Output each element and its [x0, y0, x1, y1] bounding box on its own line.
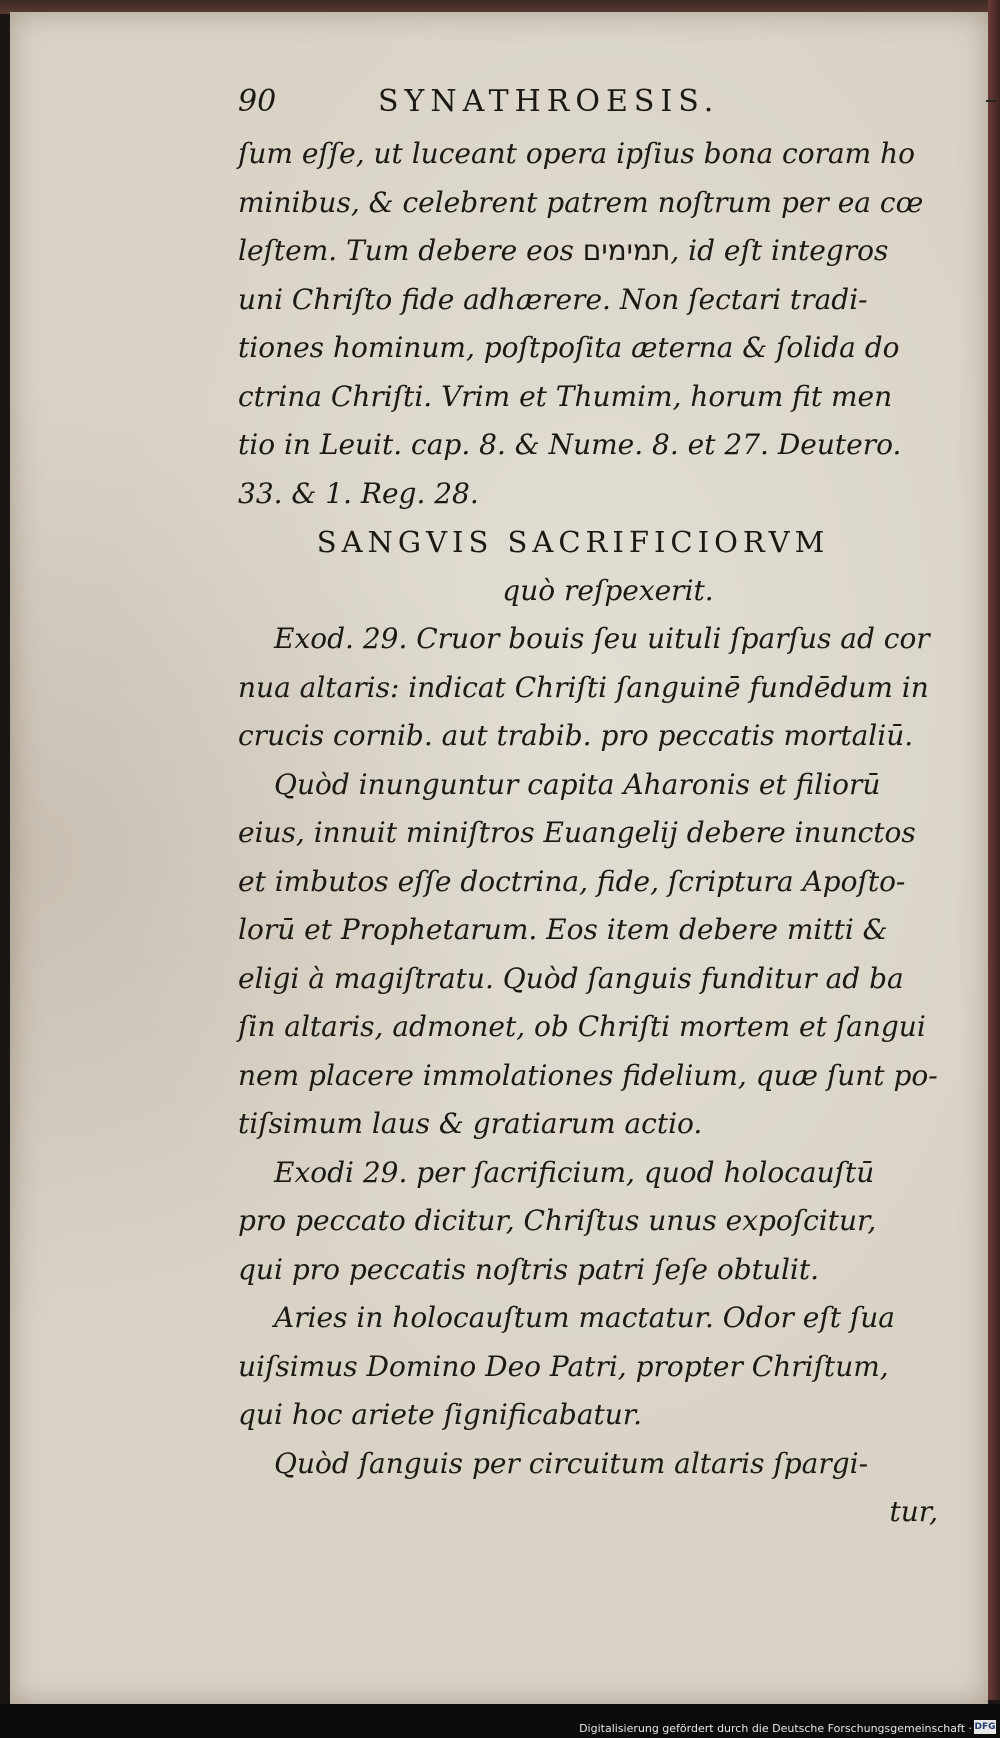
paragraph-line: eligi à magiſtratu. Quòd ſanguis funditur ad ba	[238, 961, 904, 995]
paragraph-line: tiſsimum laus & gratiarum actio.	[238, 1107, 703, 1140]
paragraph-line: uiſsimus Domino Deo Patri, propter Chriſtum,	[238, 1349, 889, 1383]
paragraph-line: qui pro peccatis noſtris patri ſeſe obtulit.	[238, 1252, 820, 1286]
page-edge-right	[988, 0, 1000, 1700]
running-head: SYNATHROESIS.	[378, 84, 720, 119]
paragraph-line: qui hoc ariete ſignificabatur.	[238, 1398, 643, 1431]
paragraph-line: nua altaris: indicat Chriſti ſanguinē fundēdum in	[238, 670, 929, 704]
paragraph-line: Quòd ſanguis per circuitum altaris ſpargi-	[274, 1446, 869, 1480]
section-heading: SANGVIS SACRIFICIORVM	[316, 525, 830, 559]
text-line-3-start: leſtem. Tum debere eos	[238, 234, 574, 267]
text-line-3-end: , id eſt integros	[670, 234, 889, 267]
page-header	[238, 78, 948, 130]
text-line-8: 33. & 1. Reg. 28.	[238, 476, 479, 510]
paragraph-line: pro peccato dicitur, Chriſtus unus expoſcitur,	[238, 1204, 877, 1237]
text-line-4: uni Chriſto fide adhærere. Non ſectari tradi-	[238, 282, 868, 316]
text-line-2: minibus, & celebrent patrem noſtrum per ea cœ	[238, 185, 924, 219]
paragraph-line: ſin altaris, admonet, ob Chriſti mortem et ſangui	[238, 1010, 926, 1043]
margin-mark	[986, 100, 996, 102]
hebrew-word: תמימים	[582, 234, 671, 267]
paragraph-line: eius, innuit miniſtros Euangelij debere inunctos	[238, 816, 916, 849]
text-block	[238, 78, 948, 1537]
paragraph-line: crucis cornib. aut trabib. pro peccatis mortaliū.	[238, 719, 914, 752]
footer-credit: Digitalisierung gefördert durch die Deutsche Forschungsgemeinschaft ·	[579, 1722, 972, 1735]
dfg-logo-icon: DFG	[974, 1722, 996, 1732]
paragraph-line: Quòd inunguntur capita Aharonis et filiorū	[274, 767, 881, 801]
section-subheading: quò reſpexerit.	[502, 573, 714, 607]
text-line-5: tiones hominum, poſtpoſita æterna & ſolida do	[238, 331, 900, 364]
catchword: tur,	[889, 1495, 938, 1528]
text-line-7: tio in Leuit. cap. 8. & Nume. 8. et 27. Deutero.	[238, 428, 902, 461]
text-line-1: ſum eſſe, ut luceant opera ipſius bona coram ho	[238, 137, 916, 170]
paragraph-line: nem placere immolationes fidelium, quæ ſunt po-	[238, 1058, 938, 1092]
paragraph-line: Aries in holocauſtum mactatur. Odor eſt ſua	[274, 1301, 895, 1334]
paragraph-line: et imbutos eſſe doctrina, fide, ſcriptura Apoſto-	[238, 864, 906, 898]
paragraph-line: Exod. 29. Cruor bouis ſeu uituli ſparſus ad cor	[274, 622, 930, 655]
page-number: 90	[238, 84, 277, 119]
paragraph-line: lorū et Prophetarum. Eos item debere mitti &	[238, 913, 888, 946]
paragraph-line: Exodi 29. per ſacrificium, quod holocauſtū	[274, 1155, 875, 1189]
text-line-6: ctrina Chriſti. Vrim et Thumim, horum fit men	[238, 379, 893, 413]
text-line-3	[238, 227, 948, 276]
